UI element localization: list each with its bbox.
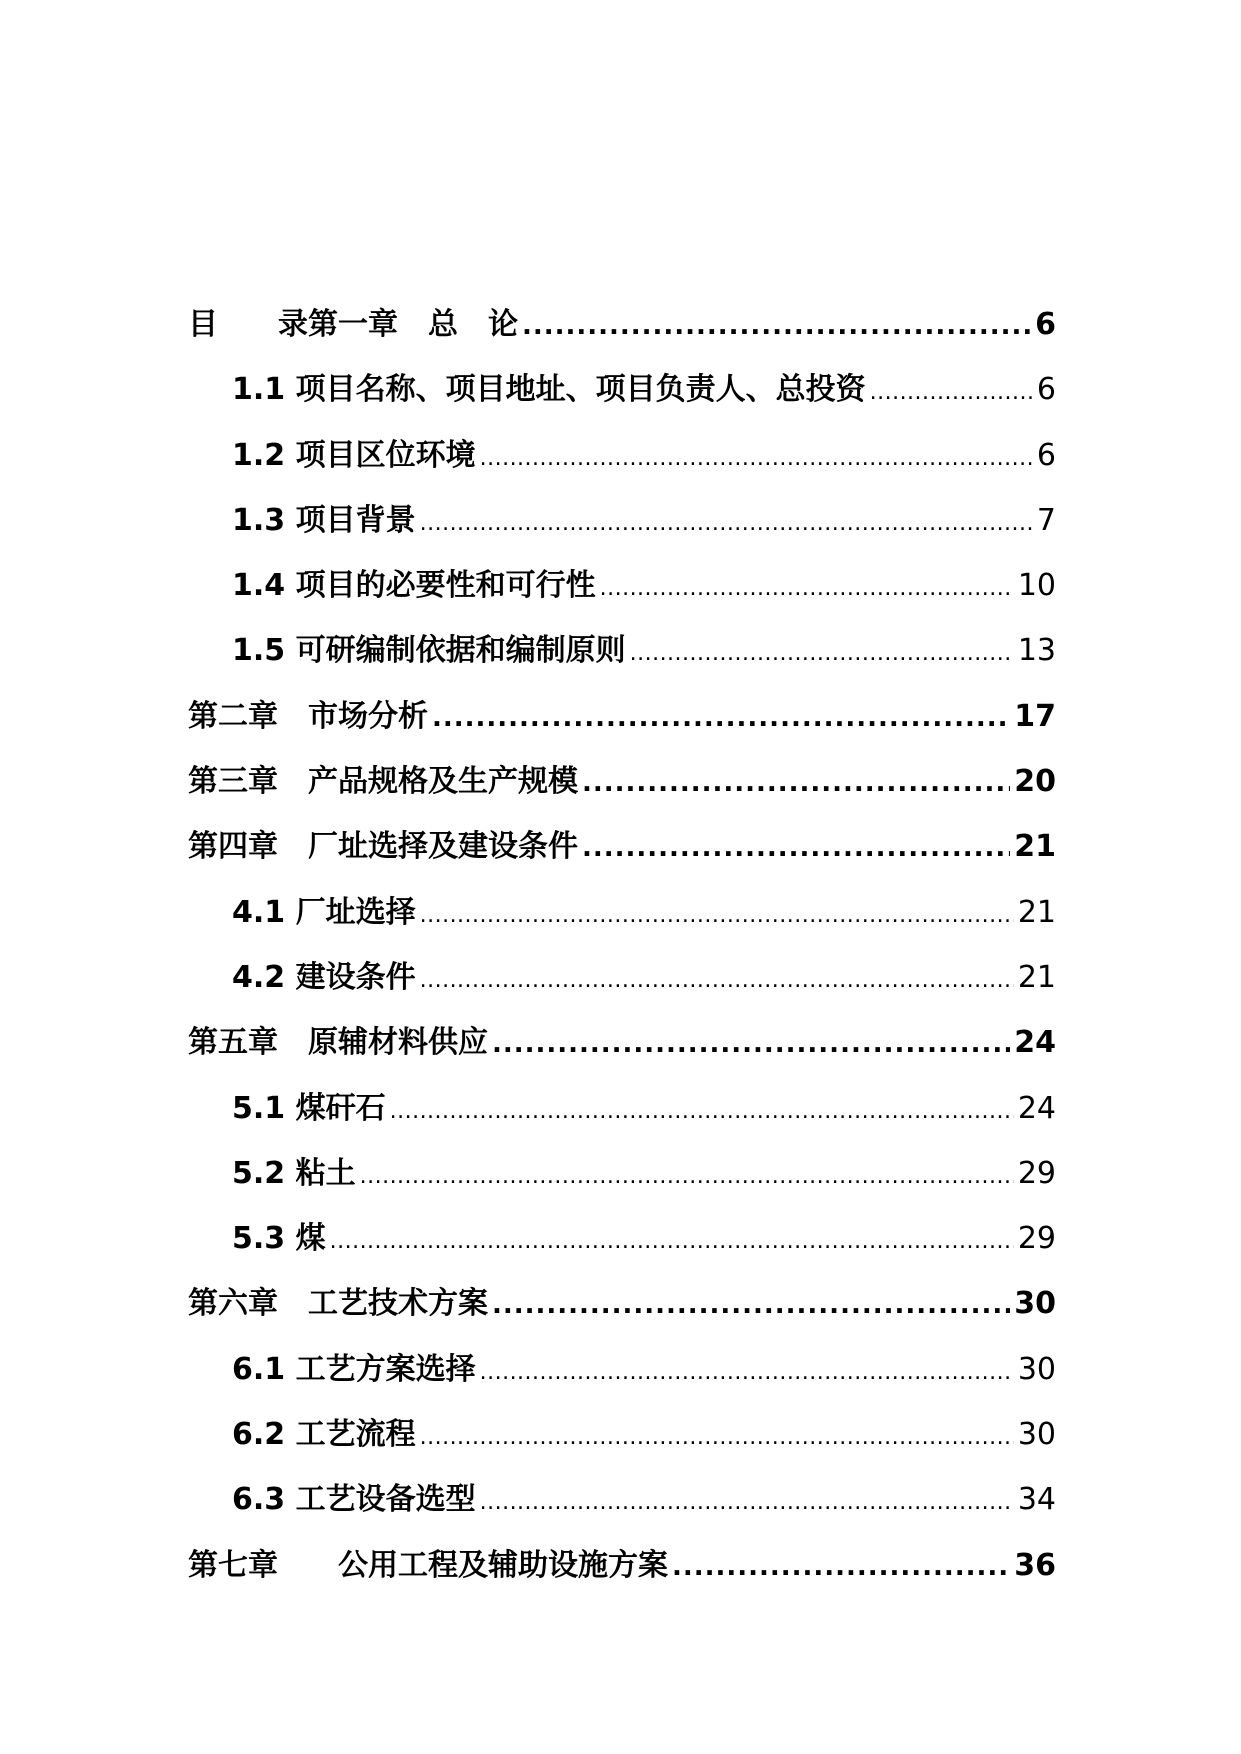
- toc-entry[interactable]: [188, 357, 1056, 422]
- toc-dot-leader: [600, 556, 1014, 621]
- toc-entry-title: 5.2 粘土: [232, 1155, 356, 1191]
- toc-dot-leader: [492, 1273, 1010, 1338]
- table-of-contents: [188, 292, 1056, 1598]
- toc-entry-page: 21: [1017, 959, 1056, 995]
- toc-entry-page: 10: [1017, 568, 1056, 604]
- toc-dot-leader: [480, 426, 1033, 491]
- toc-entry-page: 21: [1014, 829, 1056, 865]
- toc-entry-title: 1.2 项目区位环境: [232, 437, 476, 473]
- toc-entry-page: 6: [1035, 307, 1056, 342]
- toc-entry[interactable]: [188, 1206, 1056, 1271]
- toc-entry[interactable]: [188, 1402, 1056, 1467]
- toc-entry-title: 第四章 厂址选择及建设条件: [188, 829, 578, 865]
- toc-entry[interactable]: [188, 1467, 1056, 1532]
- toc-entry-page: 7: [1036, 502, 1056, 538]
- toc-entry-page: 36: [1014, 1547, 1056, 1583]
- toc-entry-page: 6: [1036, 372, 1056, 408]
- toc-entry-page: 30: [1014, 1286, 1056, 1322]
- toc-entry-page: 24: [1017, 1090, 1056, 1126]
- toc-entry-title: 1.5 可研编制依据和编制原则: [232, 633, 626, 669]
- toc-entry-page: 24: [1014, 1025, 1056, 1061]
- toc-entry[interactable]: [188, 684, 1056, 749]
- toc-dot-leader: [480, 1470, 1014, 1535]
- toc-dot-leader: [492, 1012, 1010, 1077]
- toc-entry[interactable]: [188, 1271, 1056, 1336]
- toc-entry-page: 17: [1014, 698, 1056, 734]
- toc-entry-title: 6.1 工艺方案选择: [232, 1351, 476, 1387]
- toc-dot-leader: [582, 816, 1010, 881]
- toc-entry-title: 1.3 项目背景: [232, 502, 416, 538]
- toc-entry[interactable]: [188, 1141, 1056, 1206]
- toc-entry-title: 6.3 工艺设备选型: [232, 1482, 476, 1518]
- toc-entry-page: 13: [1017, 633, 1056, 669]
- toc-entry-title: 第三章 产品规格及生产规模: [188, 764, 578, 800]
- toc-entry-page: 34: [1017, 1482, 1056, 1518]
- toc-entry-title: 第二章 市场分析: [188, 698, 428, 734]
- toc-entry-title: 目 录第一章 总 论: [188, 307, 518, 342]
- toc-entry-page: 29: [1017, 1155, 1056, 1191]
- toc-entry-title: 5.1 煤矸石: [232, 1090, 386, 1126]
- toc-entry-page: 21: [1017, 894, 1056, 930]
- toc-entry-page: 29: [1017, 1221, 1056, 1257]
- toc-entry-page: 6: [1036, 437, 1056, 473]
- toc-entry-title: 4.1 厂址选择: [232, 894, 416, 930]
- toc-entry-page: 30: [1017, 1351, 1056, 1387]
- toc-dot-leader: [330, 1209, 1014, 1274]
- toc-entry[interactable]: [188, 488, 1056, 553]
- toc-entry-title: 1.1 项目名称、项目地址、项目负责人、总投资: [232, 372, 866, 408]
- toc-entry[interactable]: [188, 553, 1056, 618]
- toc-entry-title: 5.3 煤: [232, 1221, 326, 1257]
- toc-dot-leader: [420, 948, 1014, 1013]
- toc-entry-title: 第七章 公用工程及辅助设施方案: [188, 1547, 668, 1583]
- toc-entry-title: 第六章 工艺技术方案: [188, 1286, 488, 1322]
- toc-dot-leader: [432, 686, 1010, 751]
- toc-entry[interactable]: [188, 814, 1056, 879]
- toc-dot-leader: [582, 751, 1010, 816]
- toc-entry[interactable]: [188, 945, 1056, 1010]
- toc-entry[interactable]: [188, 292, 1056, 357]
- toc-dot-leader: [522, 294, 1031, 359]
- toc-entry[interactable]: [188, 1337, 1056, 1402]
- toc-entry-title: 第五章 原辅材料供应: [188, 1025, 488, 1061]
- toc-entry-title: 6.2 工艺流程: [232, 1417, 416, 1453]
- toc-dot-leader: [480, 1340, 1014, 1405]
- toc-dot-leader: [672, 1535, 1010, 1600]
- toc-entry-page: 30: [1017, 1417, 1056, 1453]
- toc-entry-title: 4.2 建设条件: [232, 959, 416, 995]
- toc-entry[interactable]: [188, 1076, 1056, 1141]
- toc-dot-leader: [420, 883, 1014, 948]
- toc-entry[interactable]: [188, 423, 1056, 488]
- toc-dot-leader: [420, 1405, 1014, 1470]
- toc-entry-page: 20: [1014, 764, 1056, 800]
- toc-dot-leader: [390, 1079, 1014, 1144]
- toc-entry[interactable]: [188, 880, 1056, 945]
- toc-entry[interactable]: [188, 749, 1056, 814]
- toc-entry[interactable]: [188, 618, 1056, 683]
- toc-entry-title: 1.4 项目的必要性和可行性: [232, 568, 596, 604]
- toc-dot-leader: [630, 621, 1014, 686]
- toc-entry[interactable]: [188, 1533, 1056, 1598]
- toc-entry[interactable]: [188, 1010, 1056, 1075]
- toc-dot-leader: [870, 360, 1033, 425]
- toc-dot-leader: [420, 491, 1033, 556]
- toc-dot-leader: [360, 1144, 1014, 1209]
